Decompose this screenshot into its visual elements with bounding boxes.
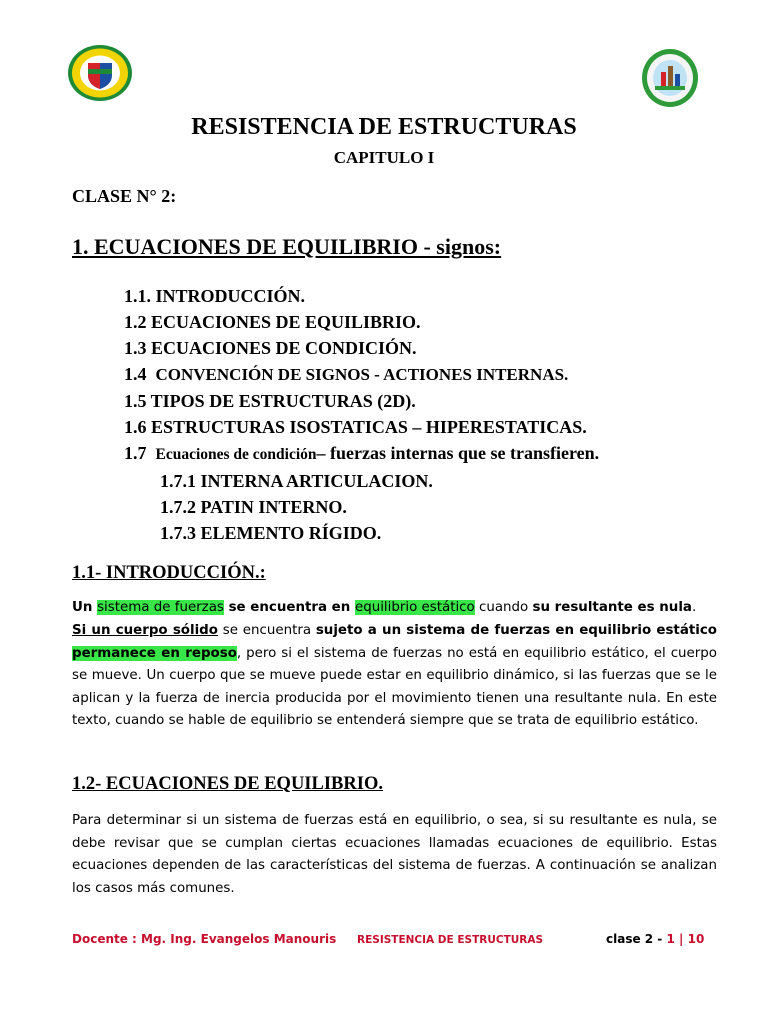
text-run: cuando	[474, 600, 533, 615]
footer-page-info	[606, 932, 704, 946]
toc-item-text: CONVENCIÓN DE SIGNOS - ACTIONES INTERNAS.	[155, 365, 569, 384]
toc-subitem: 1.7.1 INTERNA ARTICULACION.	[160, 471, 433, 491]
text-run: Un	[72, 600, 98, 615]
class-number: CLASE N° 2:	[72, 186, 177, 206]
toc-item-number: 1.7	[124, 443, 147, 463]
highlight-sistema-de-fuerzas: sistema de fuerzas	[97, 600, 224, 615]
highlight-permanece-en-reposo: permanece en reposo	[72, 645, 237, 661]
toc-item-text: – fuerzas internas que se transfieren.	[316, 443, 600, 463]
text-run: .	[691, 600, 697, 615]
toc-item: 1.3 ECUACIONES DE CONDICIÓN.	[124, 338, 417, 358]
text-run-bold-underline: Si un cuerpo sólido	[72, 623, 218, 638]
document-title: RESISTENCIA DE ESTRUCTURAS	[191, 114, 577, 140]
section-heading-introduccion: 1.1- INTRODUCCIÓN.:	[72, 563, 266, 583]
intro-paragraph-1	[72, 597, 717, 620]
text-run: , pero si el sistema de fuerzas no está en equilibrio estático, el cuerpo se mueve. Un cuerpo que se mueve puede estar en equilibrio dinámico, si las fuerzas que se le aplican y la fuerza de inercia producida por el movimiento tienen una resultante nula. En este texto, cuando se hable de equilibrio se entenderá siempre que se trata de equilibrio estático.	[72, 645, 717, 728]
text-run-bold: su resultante es nula	[532, 600, 692, 615]
footer-total-pages: 10	[687, 932, 705, 946]
footer-course: RESISTENCIA DE ESTRUCTURAS	[357, 934, 544, 946]
footer-docente: Docente : Mg. Ing. Evangelos Manouris	[72, 932, 337, 946]
university-seal-logo	[67, 44, 133, 102]
footer-clase: clase 2 -	[606, 932, 663, 946]
toc-item	[124, 440, 599, 468]
intro-paragraph-2	[72, 620, 717, 733]
toc-item: 1.2 ECUACIONES DE EQUILIBRIO.	[124, 312, 421, 332]
toc-item	[124, 361, 599, 388]
text-run-bold: sujeto a un sistema de fuerzas en equilibrio estático	[315, 623, 717, 638]
toc-item: 1.6 ESTRUCTURAS ISOSTATICAS – HIPERESTATICAS.	[124, 417, 587, 437]
toc-item-text-small: Ecuaciones de condición	[155, 446, 317, 463]
toc-subitem: 1.7.2 PATIN INTERNO.	[160, 497, 347, 517]
toc-item: 1.5 TIPOS DE ESTRUCTURAS (2D).	[124, 391, 416, 411]
engineering-seal-logo	[641, 48, 699, 108]
toc-item-number: 1.4	[124, 364, 147, 384]
footer-separator: |	[679, 932, 684, 946]
text-run: se encuentra	[217, 623, 316, 638]
section-heading-ecuaciones: 1.2- ECUACIONES DE EQUILIBRIO.	[72, 774, 383, 794]
toc-item: 1.1. INTRODUCCIÓN.	[124, 286, 306, 306]
toc-subitem: 1.7.3 ELEMENTO RÍGIDO.	[160, 523, 382, 543]
table-of-contents	[124, 283, 599, 546]
main-heading: 1. ECUACIONES DE EQUILIBRIO - signos:	[72, 234, 502, 259]
chapter-subtitle: CAPITULO I	[333, 148, 435, 167]
footer-page-number: 1	[666, 932, 675, 946]
equilibrium-paragraph: Para determinar si un sistema de fuerzas está en equilibrio, o sea, si su resultante es nula, se debe revisar que se cumplan ciertas ecuaciones llamadas ecuaciones de equilibrio. Estas ecuaciones dependen de las características del sistema de fuerzas. A continuación se analizan los casos más comunes.	[72, 813, 717, 896]
highlight-equilibrio-estatico: equilibrio estático	[354, 600, 475, 615]
text-run: se encuentra en	[223, 600, 355, 615]
